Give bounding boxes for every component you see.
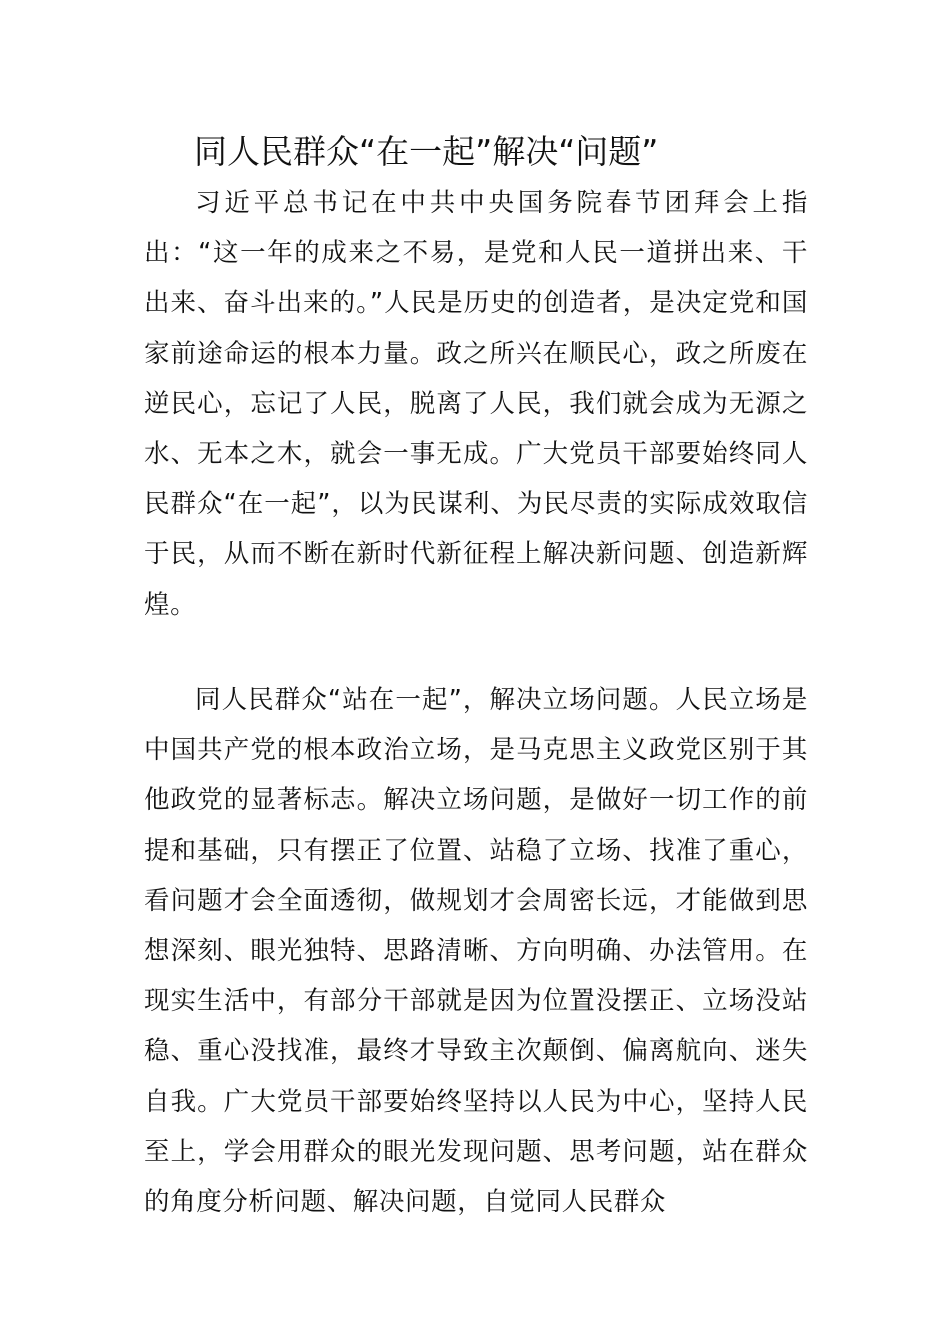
paragraph-2: 同人民群众“站在一起”，解决立场问题。人民立场是中国共产党的根本政治立场，是马克思主义政党区别于其他政党的显著标志。解决立场问题，是做好一切工作的前提和基础，只有摆正了位置、站稳了立场、找准了重心，看问题才会全面透彻，做规划才会周密长远，才能做到思想深刻、眼光独特、思路清晰、方向明确、办法管用。在现实生活中，有部分干部就是因为位置没摆正、立场没站稳、重心没找准，最终才导致主次颠倒、偏离航向、迷失自我。广大党员干部要始终坚持以人民为中心，坚持人民至上，学会用群众的眼光发现问题、思考问题，站在群众的角度分析问题、解决问题，自觉同人民群众 bbox=[144, 685, 808, 1218]
document-title: 同人民群众“在一起”解决“问题” bbox=[194, 132, 659, 171]
paragraph-1: 习近平总书记在中共中央国务院春节团拜会上指出：“这一年的成来之不易，是党和人民一道拼出来、干出来、奋斗出来的。”人民是历史的创造者，是决定党和国家前途命运的根本力量。政之所兴在顺民心，政之所废在逆民心，忘记了人民，脱离了人民，我们就会成为无源之水、无本之木，就会一事无成。广大党员干部要始终同人民群众“在一起”，以为民谋利、为民尽责的实际成效取信于民，从而不断在新时代新征程上解决新问题、创造新辉煌。 bbox=[144, 188, 808, 620]
